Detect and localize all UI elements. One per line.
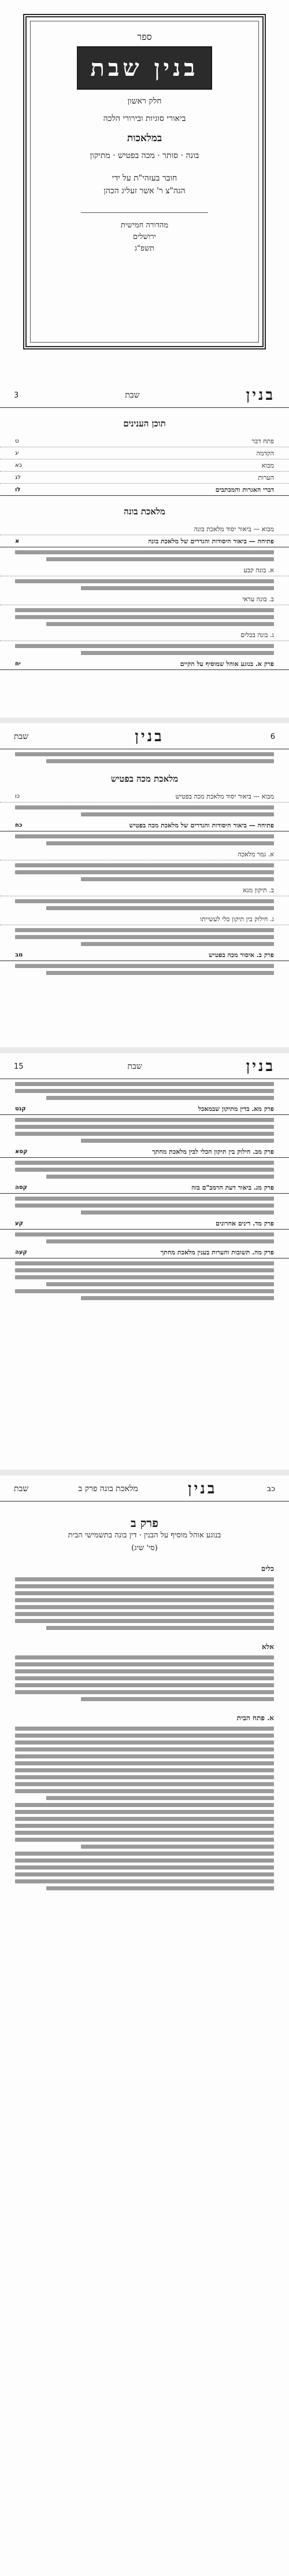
page-header bbox=[0, 382, 289, 408]
text-page bbox=[0, 1475, 289, 2576]
page-header bbox=[0, 1053, 289, 1079]
toc-row: ג. חילוק בין תיקון כלי לעשייתו bbox=[0, 913, 289, 925]
header-title: בנין bbox=[246, 387, 275, 404]
page-number: 3 bbox=[14, 391, 19, 400]
title-page bbox=[0, 0, 289, 382]
page-number: 6 bbox=[270, 732, 275, 741]
toc-row: מבוא — ביאור יסוד מלאכת בונה bbox=[0, 523, 289, 535]
toc-page-1 bbox=[0, 382, 289, 717]
publisher-line-1: מהדורה חמישית bbox=[120, 221, 169, 230]
toc-row: א. גמר מלאכה bbox=[0, 848, 289, 860]
publisher-block bbox=[81, 212, 208, 255]
toc-row: פתח דבר ט bbox=[0, 435, 289, 447]
toc-row: פרק א. בנוגע אוהל שמוסיף על הקיים יח bbox=[0, 658, 289, 670]
toc-row: ב. תיקון מנא bbox=[0, 884, 289, 896]
section-heading: מלאכת בונה bbox=[124, 506, 165, 517]
description-line-2: במלאכות bbox=[127, 133, 162, 144]
section-heading: מלאכת מכה בפטיש bbox=[110, 774, 179, 784]
author-line-2: הגה"צ ר' אשר זעליג הכהן bbox=[103, 186, 186, 196]
toc-row: הקדמה יג bbox=[0, 447, 289, 459]
toc-row: מבוא כא bbox=[0, 459, 289, 472]
toc-row: דברי האגרות והמכתבים לו bbox=[0, 484, 289, 496]
paragraph-2 bbox=[0, 1633, 289, 1653]
chapter-number: פרק ב bbox=[130, 1516, 158, 1530]
paragraph-1 bbox=[0, 1555, 289, 1574]
sefer-label: ספר bbox=[137, 31, 152, 42]
volume-label: חלק ראשון bbox=[127, 97, 162, 106]
toc-row: פרק מא. בדין מתיקון שבמאכל קנט bbox=[0, 1103, 289, 1115]
header-subtitle: שבת bbox=[127, 1061, 142, 1071]
toc-heading: תוכן הענינים bbox=[123, 418, 166, 429]
author-block bbox=[35, 172, 254, 197]
toc-row: ב. בונה עראי bbox=[0, 593, 289, 605]
paragraph-3 bbox=[0, 1704, 289, 1724]
page-header bbox=[0, 1475, 289, 1502]
publisher-line-3: תשפ"ג bbox=[134, 244, 155, 253]
description-line-3: בונה · סותר · מכה בפטיש · מתיקון bbox=[90, 151, 199, 160]
page-header bbox=[0, 723, 289, 749]
header-title: בנין bbox=[246, 1058, 275, 1075]
paragraph-lead: א. פתח הבית bbox=[236, 1714, 274, 1722]
description-line-1: ביאורי סוגיות ובירורי הלכה bbox=[103, 114, 186, 123]
paragraph-lead: אלא bbox=[261, 1643, 274, 1651]
header-title: בנין bbox=[135, 728, 164, 745]
toc-row: פרק מה. תשובות והערות בענין מלאכת מחתך קעה bbox=[0, 1246, 289, 1258]
toc-row: פרק מד. דינים אחרונים קע bbox=[0, 1217, 289, 1230]
header-title: בנין bbox=[187, 1480, 217, 1497]
publisher-line-2: ירושלים bbox=[133, 233, 156, 241]
toc-row: פרק מג. ביאור דעת הרמב"ם בזה קסה bbox=[0, 1182, 289, 1194]
toc-page-2 bbox=[0, 723, 289, 1047]
page-number: כב bbox=[266, 1484, 275, 1493]
toc-row: פתיחה — ביאור היסודות והגדרים של מלאכת מכה בפטיש כח bbox=[0, 819, 289, 831]
header-subtitle: שבת bbox=[14, 1484, 29, 1493]
author-line-1: חובר בעזהי"ת על ידי bbox=[112, 174, 177, 183]
chapter-topic-1: בנוגע אוהל מוסיף על הבנין · דין בונה בתשמישי הבית bbox=[68, 1531, 221, 1540]
page-number: 15 bbox=[14, 1062, 24, 1071]
header-mid: מלאכת בונה פרק ב bbox=[78, 1484, 138, 1493]
header-subtitle: שבת bbox=[14, 731, 29, 741]
toc-row: מבוא — ביאור יסוד מלאכת מכה בפטיש כו bbox=[0, 790, 289, 803]
chapter-topic-2: (סי' שיג) bbox=[131, 1544, 158, 1552]
title-frame bbox=[23, 14, 266, 349]
toc-row: א. בונה קבע bbox=[0, 564, 289, 576]
toc-row: הערות לג bbox=[0, 472, 289, 484]
paragraph-lead: כלים bbox=[261, 1565, 274, 1573]
book-title: בנין שבת bbox=[77, 46, 212, 90]
chapter-heading bbox=[0, 1517, 289, 1555]
toc-row: ג. בונה בכלים bbox=[0, 629, 289, 641]
toc-page-3 bbox=[0, 1053, 289, 1470]
header-subtitle: שבת bbox=[125, 390, 140, 400]
toc-row: פרק ב. איסור מכה בפטיש מב bbox=[0, 949, 289, 961]
toc-row: פתיחה — ביאור היסודות והגדרים של מלאכת בונה א bbox=[0, 535, 289, 547]
toc-row: פרק מב. חילוק בין תיקון הכלי לבין מלאכת מחתך קסא bbox=[0, 1146, 289, 1158]
